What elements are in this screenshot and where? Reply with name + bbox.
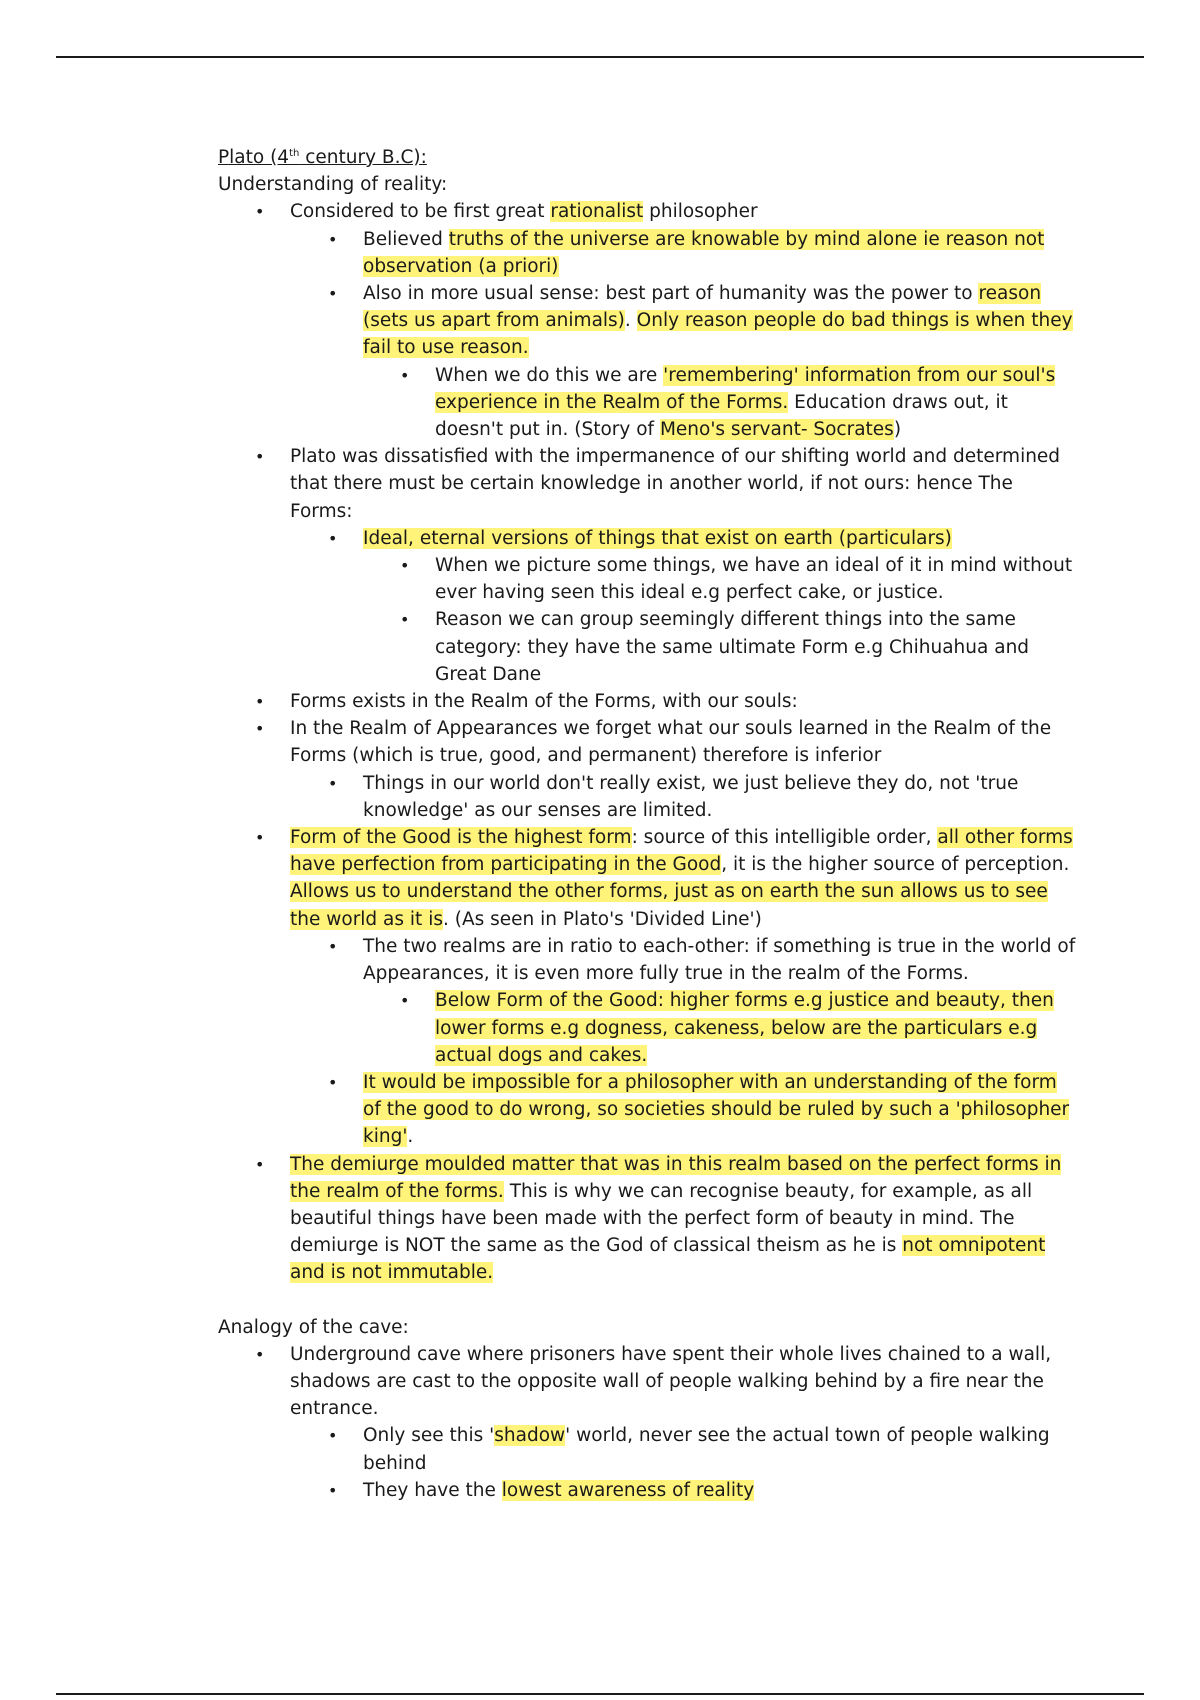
document-page — [218, 144, 1078, 1504]
list-item: • Also in more usual sense: best part of humanity was the power to reason (sets us apart from animals). Only reason people do bad things is when they fail to use reason. • When we do this we are 'remembering' information from our soul's experience in the Realm of the Forms. Education draws out, it doesn't put in. (Story of Meno's servant- Socrates) — [363, 280, 1078, 443]
list-item: • When we picture some things, we have an ideal of it in mind without ever having seen this ideal e.g perfect cake, or justice. — [435, 552, 1078, 606]
list-item: • The demiurge moulded matter that was in this realm based on the perfect forms in the realm of the forms. This is why we can recognise beauty, for example, as all beautiful things have been made with the perfect form of beauty in mind. The demiurge is NOT the same as the God of classical theism as he is not omnipotent and is not immutable. — [290, 1151, 1078, 1287]
list-item: • Plato was dissatisfied with the impermanence of our shifting world and determined that there must be certain knowledge in another world, if not ours: hence The Forms: • Ideal, eternal versions of things that exist on earth (particulars) • When we picture some things, we have an ideal of it in mind without ever having seen this ideal e.g perfect cake, or justice. • Reason we can group seemingly different things into the same category: they have the same ultimate Form e.g Chihuahua and Great Dane — [290, 443, 1078, 688]
list-item: • In the Realm of Appearances we forget what our souls learned in the Realm of the Forms (which is true, good, and permanent) therefore is inferior • Things in our world don't really exist, we just believe they do, not 'true knowledge' as our senses are limited. — [290, 715, 1078, 824]
list-item: • They have the lowest awareness of reality — [363, 1477, 1078, 1504]
footer-rule — [56, 1693, 1144, 1695]
list-item: • Things in our world don't really exist, we just believe they do, not 'true knowledge' as our senses are limited. — [363, 770, 1078, 824]
list-item: • The two realms are in ratio to each-other: if something is true in the world of Appearances, it is even more fully true in the realm of the Forms. • Below Form of the Good: higher forms e.g justice and beauty, then lower forms e.g dogness, cakeness, below are the particulars e.g actual dogs and cakes. — [363, 933, 1078, 1069]
list-item: • Only see this 'shadow' world, never see the actual town of people walking behind — [363, 1422, 1078, 1476]
cave-list — [218, 1341, 1078, 1504]
header-rule — [56, 56, 1144, 58]
section-heading-cave: Analogy of the cave: — [218, 1316, 409, 1338]
list-item: • When we do this we are 'remembering' information from our soul's experience in the Realm of the Forms. Education draws out, it doesn't put in. (Story of Meno's servant- Socrates) — [435, 362, 1078, 444]
reality-list — [218, 198, 1078, 1286]
page-title: Plato (4th century B.C): — [218, 147, 427, 168]
list-item: • Form of the Good is the highest form: source of this intelligible order, all other forms have perfection from participating in the Good, it is the higher source of perception. Allows us to understand the other forms, just as on earth the sun allows us to see the world as it is. (As seen in Plato's 'Divided Line') • The two realms are in ratio to each-other: if something is true in the world of Appearances, it is even more fully true in the realm of the Forms. • Below Form of the Good: higher forms e.g justice and beauty, then lower forms e.g dogness, cakeness, below are the particulars e.g actual dogs and cakes. • It would be impossible for a philosopher with an understanding of the form of the good to do wrong, so societies should be ruled by such a 'philosopher king'. — [290, 824, 1078, 1150]
list-item: • Believed truths of the universe are knowable by mind alone ie reason not observation (a priori) — [363, 226, 1078, 280]
list-item: • Reason we can group seemingly different things into the same category: they have the same ultimate Form e.g Chihuahua and Great Dane — [435, 606, 1078, 688]
list-item: • Ideal, eternal versions of things that exist on earth (particulars) • When we picture some things, we have an ideal of it in mind without ever having seen this ideal e.g perfect cake, or justice. • Reason we can group seemingly different things into the same category: they have the same ultimate Form e.g Chihuahua and Great Dane — [363, 525, 1078, 688]
list-item: • Below Form of the Good: higher forms e.g justice and beauty, then lower forms e.g dogness, cakeness, below are the particulars e.g actual dogs and cakes. — [435, 987, 1078, 1069]
list-item: • Underground cave where prisoners have spent their whole lives chained to a wall, shadows are cast to the opposite wall of people walking behind by a fire near the entrance. • Only see this 'shadow' world, never see the actual town of people walking behind • They have the lowest awareness of reality — [290, 1341, 1078, 1504]
list-item: • Forms exists in the Realm of the Forms, with our souls: — [290, 688, 1078, 715]
list-item: • It would be impossible for a philosopher with an understanding of the form of the good to do wrong, so societies should be ruled by such a 'philosopher king'. — [363, 1069, 1078, 1151]
section-heading-reality: Understanding of reality: — [218, 174, 448, 196]
list-item: • Considered to be first great rationalist philosopher • Believed truths of the universe are knowable by mind alone ie reason not observation (a priori) • Also in more usual sense: best part of humanity was the power to reason (sets us apart from animals). Only reason people do bad things is when they fail to use reason. • When we do this we are 'remembering' information from our soul's experience in the Realm of the Forms. Education draws out, it doesn't put in. (Story of Meno's servant- Socrates) — [290, 198, 1078, 443]
